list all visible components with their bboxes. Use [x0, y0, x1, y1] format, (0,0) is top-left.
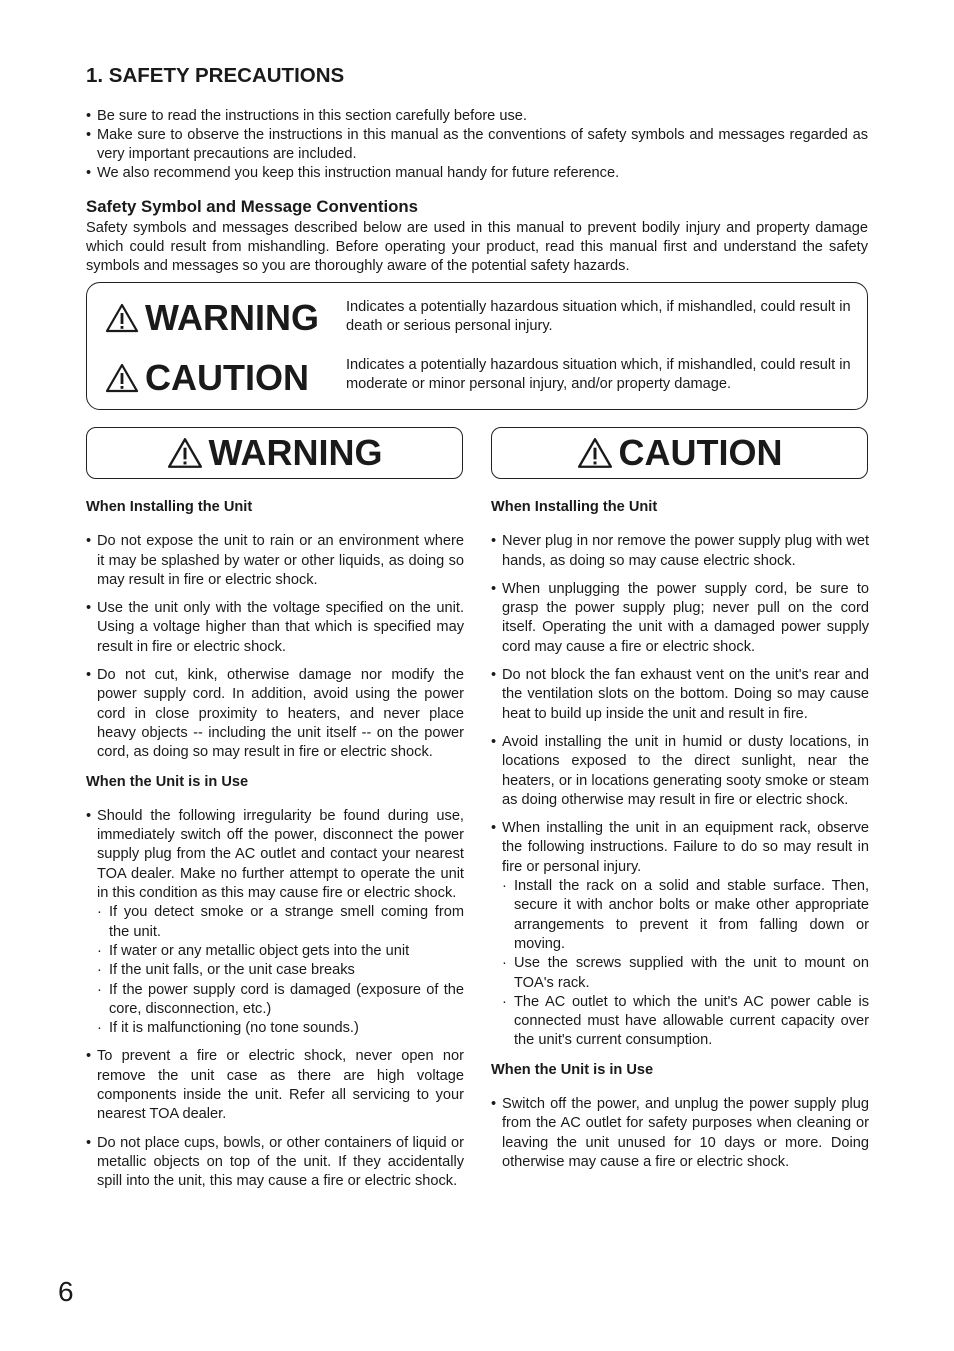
warning-use-list — [86, 807, 464, 1192]
irregularity-sublist — [97, 903, 464, 1038]
caution-triangle-icon — [577, 437, 613, 469]
warning-use-heading: When the Unit is in Use — [86, 773, 249, 790]
list-item: • Never plug in nor remove the power supply plug with wet hands, as doing so may cause electric shock. — [491, 532, 869, 571]
intro-item: • We also recommend you keep this instruction manual handy for future reference. — [86, 164, 868, 183]
caution-header-label: CAUTION — [618, 432, 783, 473]
page-number: 6 — [58, 1276, 74, 1307]
list-item — [86, 807, 464, 1039]
list-item: • Do not expose the unit to rain or an environment where it may be splashed by water or other liquids, as doing so may result in fire or electric shock. — [86, 532, 464, 590]
sub-item: · If the power supply cord is damaged (exposure of the core, disconnection, etc.) — [97, 981, 464, 1020]
section-title: 1. SAFETY PRECAUTIONS — [86, 64, 345, 87]
conventions-text: Safety symbols and messages described below are used in this manual to prevent bodily injury and property damage which could result from mishandling. Before operating your product, read this manual first and understand the safety symbols and messages so you are thoroughly aware of the potential safety hazards. — [86, 220, 868, 274]
caution-use-heading: When the Unit is in Use — [491, 1061, 654, 1078]
caution-triangle-icon — [105, 363, 139, 393]
sub-item: · If it is malfunctioning (no tone sounds.) — [97, 1019, 464, 1038]
legend-warning-text: Indicates a potentially hazardous situation which, if mishandled, could result in death or serious personal injury. — [346, 299, 851, 334]
caution-column — [491, 498, 869, 1182]
sub-item: · Install the rack on a solid and stable surface. Then, secure it with anchor bolts or make other appropriate arrangements to prevent it from falling down or moving. — [502, 877, 869, 954]
caution-installing-heading: When Installing the Unit — [491, 499, 658, 515]
intro-list — [86, 107, 868, 183]
sub-item: · The AC outlet to which the unit's AC power cable is connected must have allowable current capacity over the unit's current consumption. — [502, 993, 869, 1051]
list-item: • To prevent a fire or electric shock, never open nor remove the unit case as there are high voltage components inside the unit. Refer all servicing to your nearest TOA dealer. — [86, 1047, 464, 1124]
sub-item: · Use the screws supplied with the unit to mount on TOA's rack. — [502, 954, 869, 993]
intro-item: • Be sure to read the instructions in this section carefully before use. — [86, 107, 868, 126]
legend-caution-text: Indicates a potentially hazardous situation which, if mishandled, could result in moderate or minor personal injury, and/or property damage. — [346, 357, 851, 392]
list-item — [491, 819, 869, 1051]
caution-header-box — [491, 427, 868, 479]
list-item-text: When installing the unit in an equipment rack, observe the following instructions. Failure to do so may result in fire or personal injury. — [502, 820, 869, 875]
sub-item: · If you detect smoke or a strange smell coming from the unit. — [97, 903, 464, 942]
warning-installing-list — [86, 532, 464, 762]
list-item: • When unplugging the power supply cord, be sure to grasp the power supply plug; never pull on the cord itself. Operating the unit with a damaged power supply cord may cause a fire or electric shock. — [491, 580, 869, 657]
list-item-text: Should the following irregularity be found during use, immediately switch off the power, disconnect the power supply plug from the AC outlet and contact your nearest TOA dealer. Make no further attempt to operate the unit in this condition as this may cause fire or electric shock. — [97, 807, 464, 902]
warning-header-box — [86, 427, 463, 479]
warning-header-label: WARNING — [208, 432, 383, 473]
caution-installing-list — [491, 532, 869, 1050]
list-item: • Avoid installing the unit in humid or dusty locations, in locations exposed to the direct sunlight, near the heaters, or in locations generating sooty smoke or steam as doing otherwise may result in fire or electric shock. — [491, 733, 869, 810]
warning-triangle-icon — [167, 437, 203, 469]
legend-warning-label: WARNING — [145, 297, 319, 338]
sub-item: · If water or any metallic object gets into the unit — [97, 942, 464, 961]
intro-item: • Make sure to observe the instructions in this manual as the conventions of safety symbols and messages regarded as very important precautions are included. — [86, 126, 868, 164]
list-item: • Use the unit only with the voltage specified on the unit. Using a voltage higher than that which is specified may result in fire or electric shock. — [86, 599, 464, 657]
list-item: • Do not block the fan exhaust vent on the unit's rear and the ventilation slots on the bottom. Doing so may cause heat to build up inside the unit and result in fire. — [491, 666, 869, 724]
warning-triangle-icon — [105, 303, 139, 333]
legend-warning-signal — [105, 297, 319, 339]
warning-installing-heading: When Installing the Unit — [86, 499, 253, 515]
warning-column — [86, 498, 464, 1202]
caution-use-list — [491, 1095, 869, 1172]
legend-caution-label: CAUTION — [145, 357, 309, 398]
list-item: • Do not cut, kink, otherwise damage nor modify the power supply cord. In addition, avoid using the power cord in close proximity to heaters, and never place heavy objects -- including the unit itself -- on the power cord, as doing so may result in fire or electric shock. — [86, 666, 464, 762]
rack-sublist — [502, 877, 869, 1051]
list-item: • Do not place cups, bowls, or other containers of liquid or metallic objects on top of the unit. If they accidentally spill into the unit, this may cause a fire or electric shock. — [86, 1134, 464, 1192]
sub-item: · If the unit falls, or the unit case breaks — [97, 961, 464, 980]
conventions-heading: Safety Symbol and Message Conventions — [86, 197, 418, 216]
symbol-legend-box — [86, 282, 868, 410]
list-item: • Switch off the power, and unplug the power supply plug from the AC outlet for safety purposes when cleaning or leaving the unit unused for 10 days or more. Doing otherwise may cause a fire or electric shock. — [491, 1095, 869, 1172]
legend-caution-signal — [105, 357, 309, 399]
